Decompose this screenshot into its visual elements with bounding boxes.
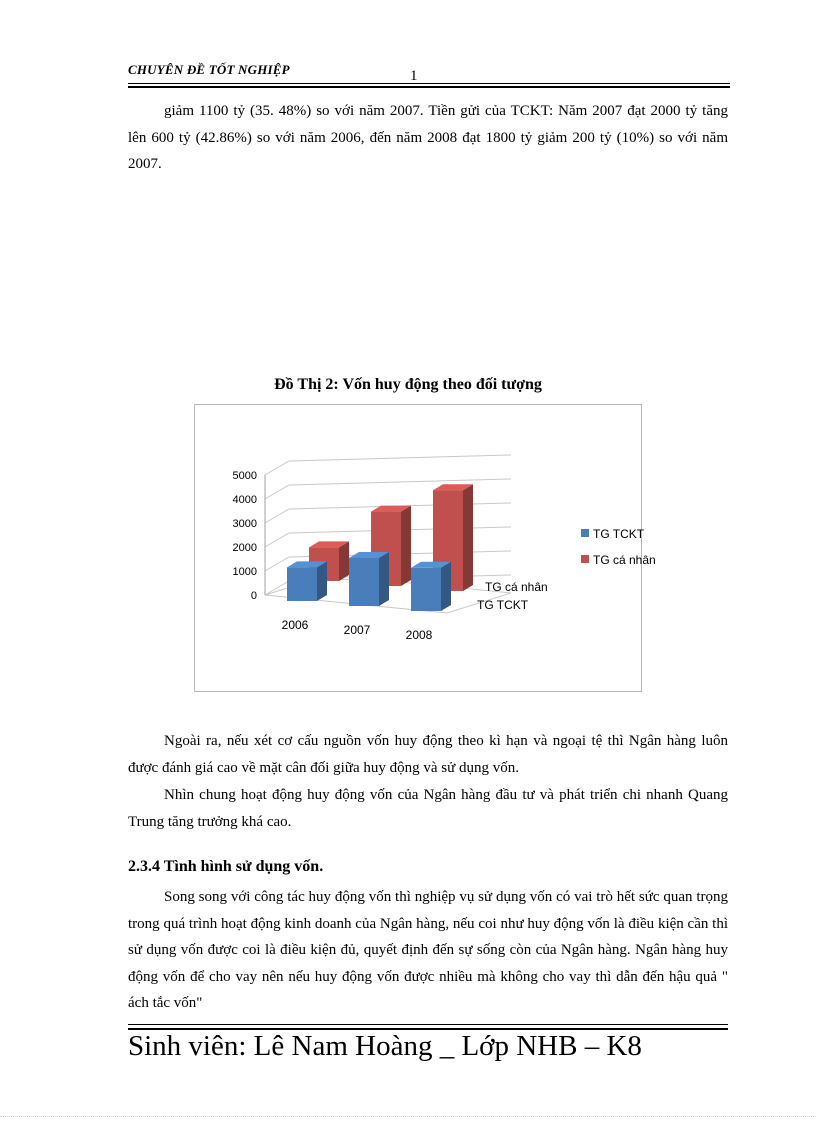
y-tick-label: 0 xyxy=(250,590,257,602)
grid-diagonal xyxy=(265,533,289,547)
depth-axis-label: TG TCKT xyxy=(477,598,529,612)
bar-tg-tckt xyxy=(287,567,317,601)
bar-side xyxy=(339,541,349,581)
header-title: CHUYÊN ĐỀ TỐT NGHIỆP xyxy=(128,62,290,77)
paragraph-2: Nhìn chung hoạt động huy động vốn của Ngân hàng đầu tư và phát triển chi nhanh Quang Trung tăng trưởng khá cao. xyxy=(128,787,728,830)
bar-tg-tckt xyxy=(411,568,441,611)
footer-student-info: Sinh viên: Lê Nam Hoàng _ Lớp NHB – K8 xyxy=(128,1030,642,1062)
header-rule xyxy=(128,83,730,84)
bar-side xyxy=(441,562,451,611)
header-rule-thick xyxy=(128,86,730,88)
legend-swatch xyxy=(581,529,589,537)
chart-svg xyxy=(195,405,656,691)
legend-label: TG cá nhân xyxy=(593,553,656,567)
chart-caption: Đồ Thị 2: Vốn huy động theo đối tượng xyxy=(274,376,542,393)
grid-diagonal xyxy=(265,557,289,571)
grid-diagonal xyxy=(265,581,289,595)
paragraph-intro: giảm 1100 tỷ (35. 48%) so với năm 2007. Tiền gửi của TCKT: Năm 2007 đạt 2000 tỷ tăng lên 600 tỷ (42.86%) so với năm 2006, đến năm 2008 đạt 1800 tỷ giảm 200 tỷ (10%) so với năm 2007. xyxy=(128,103,728,172)
y-tick-label: 4000 xyxy=(232,494,257,506)
depth-axis-label: TG cá nhân xyxy=(485,580,548,594)
legend-swatch xyxy=(581,555,589,563)
chart-container xyxy=(194,404,656,692)
paragraph-1: Ngoài ra, nếu xét cơ cấu nguồn vốn huy động theo kì hạn và ngoại tệ thì Ngân hàng luôn được đánh giá cao về mặt cân đối giữa huy động và sử dụng vốn. xyxy=(128,733,728,776)
gridline xyxy=(289,479,511,485)
grid-diagonal xyxy=(265,485,289,499)
paragraph-3: Song song với công tác huy động vốn thì nghiệp vụ sử dụng vốn có vai trò hết sức quan trọng trong quá trình hoạt động kinh doanh của Ngân hàng, nếu coi như huy động vốn là điều kiện cần thì sử dụng vốn được coi là điều kiện đủ, quyết định đến sự sống còn của Ngân hàng. Ngân hàng huy động vốn để cho vay nên nếu huy động vốn được nhiều mà không cho vay thì dẫn đến hậu quả " ách tắc vốn" xyxy=(128,889,728,1011)
y-tick-label: 3000 xyxy=(232,518,257,530)
grid-diagonal xyxy=(265,509,289,523)
legend-label: TG TCKT xyxy=(593,527,645,541)
y-tick-label: 5000 xyxy=(232,470,257,482)
page-number: 1 xyxy=(410,68,418,84)
section-heading: 2.3.4 Tình hình sử dụng vốn. xyxy=(128,858,324,875)
y-tick-label: 2000 xyxy=(232,542,257,554)
gridline xyxy=(289,455,511,461)
page-edge xyxy=(0,1116,816,1117)
bar-side xyxy=(317,561,327,601)
grid-diagonal xyxy=(265,461,289,475)
bar-side xyxy=(463,484,473,591)
x-tick-label: 2008 xyxy=(405,628,433,642)
y-tick-label: 1000 xyxy=(232,566,257,578)
bar-tg-tckt xyxy=(349,558,379,606)
bar-side xyxy=(401,506,411,586)
footer-rule xyxy=(128,1024,728,1025)
x-tick-label: 2007 xyxy=(343,623,371,637)
x-tick-label: 2006 xyxy=(281,618,309,632)
bar-side xyxy=(379,552,389,606)
